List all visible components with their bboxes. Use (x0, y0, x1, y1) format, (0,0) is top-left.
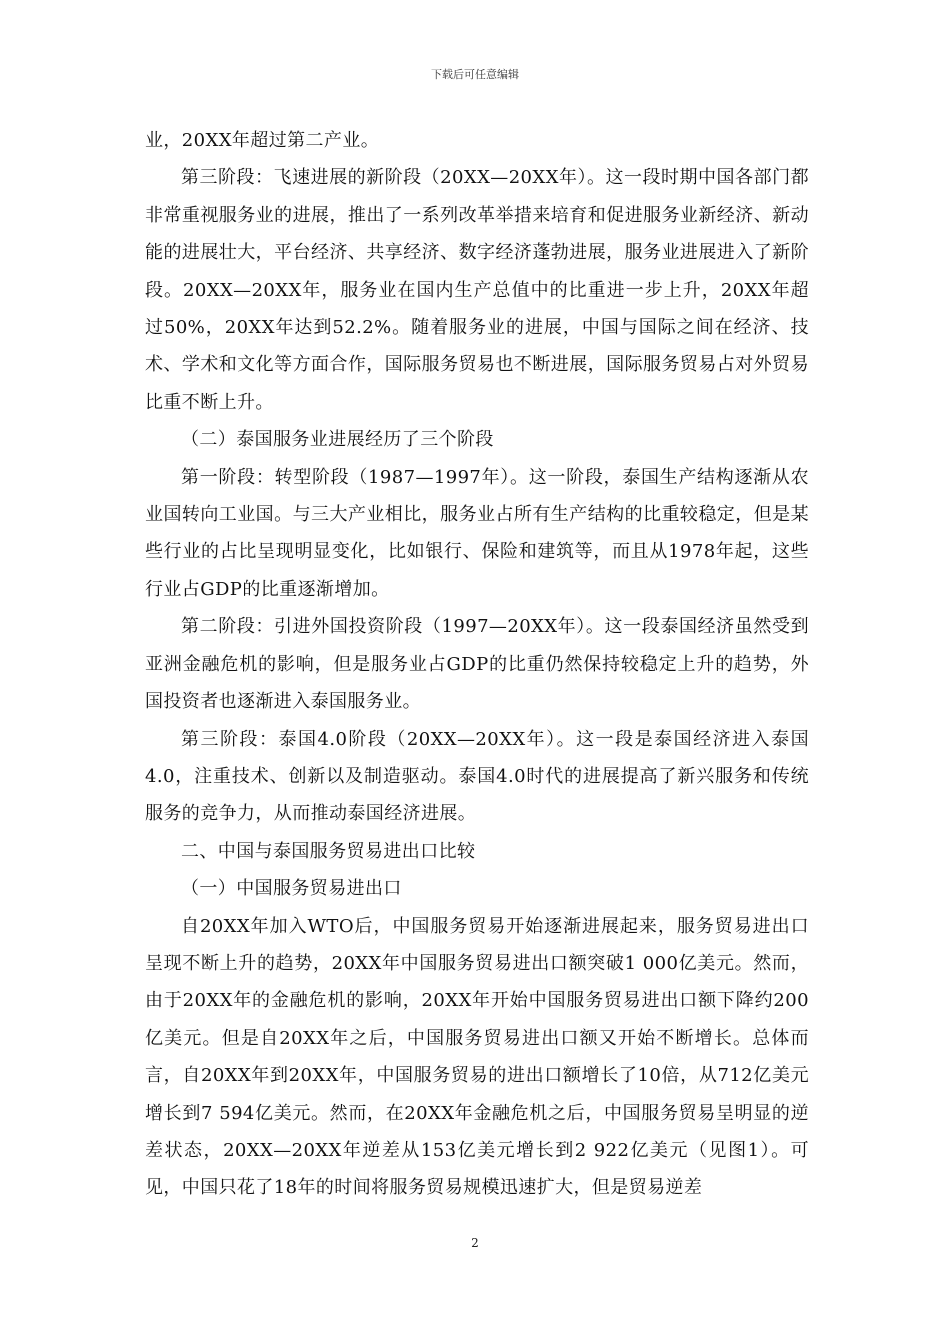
paragraph: 第三阶段：泰国4.0阶段（20XX—20XX年）。这一段是泰国经济进入泰国4.0，注重技术、创新以及制造驱动。泰国4.0时代的进展提高了新兴服务和传统服务的竞争力，从而推动泰国经济进展。 (145, 728, 809, 825)
paragraph: 第一阶段：转型阶段（1987—1997年）。这一阶段，泰国生产结构逐渐从农业国转向工业国。与三大产业相比，服务业占所有生产结构的比重较稳定，但是某些行业的占比呈现明显变化，比如银行、保险和建筑等，而且从1978年起，这些行业占GDP的比重逐渐增加。 (145, 466, 809, 600)
page-number: 2 (471, 1236, 479, 1250)
paragraph: 第三阶段：飞速进展的新阶段（20XX—20XX年）。这一段时期中国各部门都非常重视服务业的进展，推出了一系列改革举措来培育和促进服务业新经济、新动能的进展壮大，平台经济、共享经济、数字经济蓬勃进展，服务业进展进入了新阶段。20XX—20XX年，服务业在国内生产总值中的比重进一步上升，20XX年超过50%，20XX年达到52.2%。随着服务业的进展，中国与国际之间在经济、技术、学术和文化等方面合作，国际服务贸易也不断进展，国际服务贸易占对外贸易比重不断上升。 (145, 167, 809, 413)
paragraph: 第二阶段：引进外国投资阶段（1997—20XX年）。这一段泰国经济虽然受到亚洲金融危机的影响，但是服务业占GDP的比重仍然保持较稳定上升的趋势，外国投资者也逐渐进入泰国服务业。 (145, 616, 809, 713)
section-heading: 二、中国与泰国服务贸易进出口比较 (181, 840, 476, 862)
paragraph: 自20XX年加入WTO后，中国服务贸易开始逐渐进展起来，服务贸易进出口呈现不断上升的趋势，20XX年中国服务贸易进出口额突破1 000亿美元。然而，由于20XX年的金融危机的影响，20XX年开始中国服务贸易进出口额下降约200亿美元。但是自20XX年之后，中国服务贸易进出口额又开始不断增长。总体而言，自20XX年到20XX年，中国服务贸易的进出口额增长了10倍，从712亿美元增长到7 594亿美元。然而，在20XX年金融危机之后，中国服务贸易呈明显的逆差状态，20XX—20XX年逆差从153亿美元增长到2 922亿美元（见图1）。可见，中国只花了18年的时间将服务贸易规模迅速扩大，但是贸易逆差 (145, 915, 809, 1199)
page-header-note: 下载后可任意编辑 (431, 68, 519, 81)
body-text (145, 122, 809, 1207)
paragraph: 业，20XX年超过第二产业。 (145, 130, 380, 151)
section-heading: （一）中国服务贸易进出口 (181, 878, 402, 900)
section-heading: （二）泰国服务业进展经历了三个阶段 (181, 429, 494, 451)
